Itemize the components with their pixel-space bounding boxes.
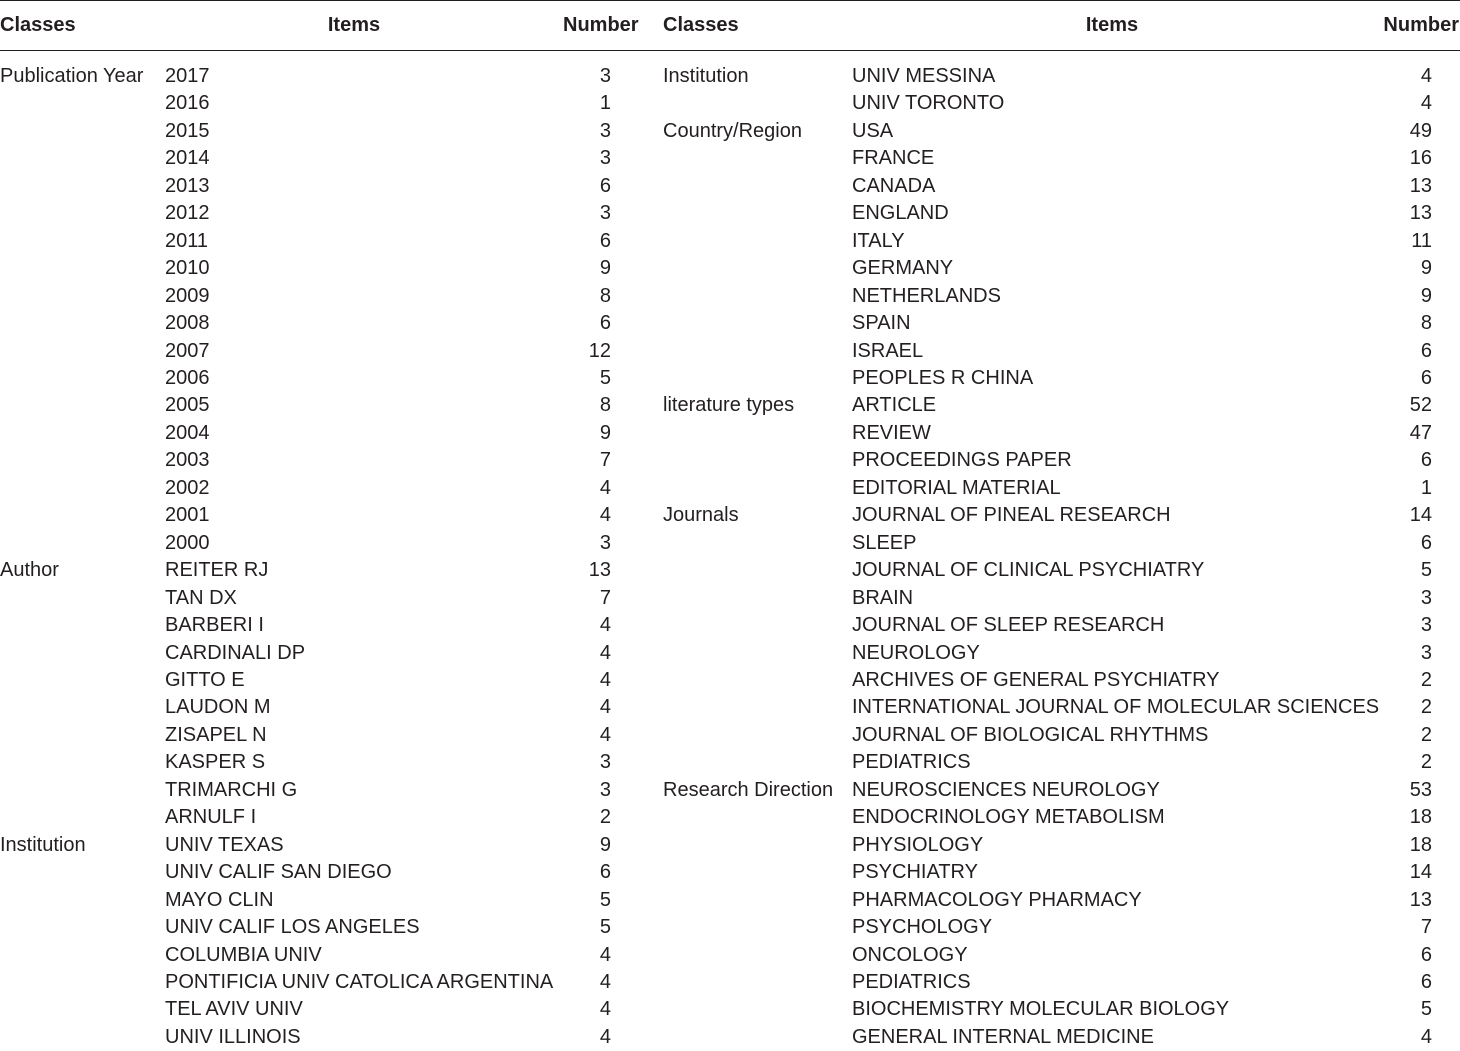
right-item-cell: REVIEW (852, 420, 1372, 447)
left-item-cell: COLUMBIA UNIV (165, 942, 543, 969)
right-item-cell: ARTICLE (852, 392, 1372, 419)
right-item-cell: ENDOCRINOLOGY METABOLISM (852, 804, 1372, 831)
right-class-cell (663, 667, 852, 694)
left-class-cell (0, 694, 165, 721)
table-row (0, 667, 1460, 694)
left-item-cell: TEL AVIV UNIV (165, 996, 543, 1023)
right-class-cell (663, 475, 852, 502)
right-item-cell: ENGLAND (852, 200, 1372, 227)
right-item-cell: JOURNAL OF PINEAL RESEARCH (852, 502, 1372, 529)
left-number-cell: 3 (543, 530, 663, 557)
left-class-cell (0, 942, 165, 969)
right-class-cell (663, 749, 852, 776)
right-number-cell: 13 (1372, 173, 1460, 200)
left-number-cell: 1 (543, 90, 663, 117)
right-number-cell: 2 (1372, 667, 1460, 694)
right-number-cell: 4 (1372, 90, 1460, 117)
header-items-right: Items (852, 1, 1372, 51)
left-item-cell: 2012 (165, 200, 543, 227)
right-class-cell (663, 530, 852, 557)
left-class-cell: Author (0, 557, 165, 584)
right-number-cell: 5 (1372, 996, 1460, 1023)
left-number-cell: 6 (543, 310, 663, 337)
left-class-cell (0, 338, 165, 365)
table-row (0, 502, 1460, 529)
left-item-cell: 2014 (165, 145, 543, 172)
table-row (0, 914, 1460, 941)
left-item-cell: LAUDON M (165, 694, 543, 721)
left-item-cell: UNIV ILLINOIS (165, 1024, 543, 1051)
left-class-cell (0, 228, 165, 255)
left-number-cell: 8 (543, 392, 663, 419)
right-item-cell: NETHERLANDS (852, 283, 1372, 310)
right-class-cell (663, 996, 852, 1023)
right-number-cell: 5 (1372, 557, 1460, 584)
header-number-left: Number (543, 1, 663, 51)
right-class-cell (663, 585, 852, 612)
right-item-cell: UNIV MESSINA (852, 51, 1372, 91)
left-item-cell: 2002 (165, 475, 543, 502)
left-number-cell: 5 (543, 365, 663, 392)
right-item-cell: ISRAEL (852, 338, 1372, 365)
right-item-cell: PSYCHOLOGY (852, 914, 1372, 941)
right-number-cell: 18 (1372, 804, 1460, 831)
right-item-cell: GERMANY (852, 255, 1372, 282)
left-class-cell (0, 749, 165, 776)
right-number-cell: 6 (1372, 969, 1460, 996)
left-number-cell: 4 (543, 475, 663, 502)
right-class-cell (663, 173, 852, 200)
right-number-cell: 14 (1372, 859, 1460, 886)
right-class-cell (663, 338, 852, 365)
left-class-cell (0, 475, 165, 502)
left-item-cell: 2001 (165, 502, 543, 529)
right-number-cell: 2 (1372, 694, 1460, 721)
table-row (0, 51, 1460, 91)
right-item-cell: UNIV TORONTO (852, 90, 1372, 117)
right-item-cell: PHYSIOLOGY (852, 832, 1372, 859)
left-number-cell: 4 (543, 694, 663, 721)
right-class-cell (663, 1024, 852, 1051)
left-class-cell (0, 200, 165, 227)
right-number-cell: 16 (1372, 145, 1460, 172)
table-row (0, 749, 1460, 776)
right-item-cell: USA (852, 118, 1372, 145)
right-number-cell: 4 (1372, 51, 1460, 91)
header-classes-right: Classes (663, 1, 852, 51)
right-number-cell: 6 (1372, 338, 1460, 365)
table-row (0, 338, 1460, 365)
right-item-cell: PROCEEDINGS PAPER (852, 447, 1372, 474)
left-number-cell: 3 (543, 118, 663, 145)
right-class-cell (663, 722, 852, 749)
right-item-cell: SLEEP (852, 530, 1372, 557)
right-item-cell: FRANCE (852, 145, 1372, 172)
header-items-left: Items (165, 1, 543, 51)
right-class-cell (663, 420, 852, 447)
left-item-cell: 2004 (165, 420, 543, 447)
left-number-cell: 6 (543, 859, 663, 886)
right-number-cell: 18 (1372, 832, 1460, 859)
right-number-cell: 3 (1372, 585, 1460, 612)
left-item-cell: UNIV TEXAS (165, 832, 543, 859)
right-number-cell: 13 (1372, 887, 1460, 914)
right-number-cell: 47 (1372, 420, 1460, 447)
left-item-cell: 2017 (165, 51, 543, 91)
right-number-cell: 1 (1372, 475, 1460, 502)
table-row (0, 283, 1460, 310)
table-row (0, 722, 1460, 749)
left-number-cell: 13 (543, 557, 663, 584)
table-row (0, 392, 1460, 419)
left-item-cell: 2010 (165, 255, 543, 282)
left-item-cell: 2005 (165, 392, 543, 419)
left-number-cell: 6 (543, 228, 663, 255)
right-class-cell (663, 612, 852, 639)
right-number-cell: 2 (1372, 749, 1460, 776)
right-number-cell: 13 (1372, 200, 1460, 227)
right-number-cell: 3 (1372, 640, 1460, 667)
right-class-cell (663, 283, 852, 310)
right-class-cell (663, 557, 852, 584)
right-class-cell (663, 145, 852, 172)
right-item-cell: JOURNAL OF BIOLOGICAL RHYTHMS (852, 722, 1372, 749)
right-class-cell: Institution (663, 51, 852, 91)
right-item-cell: SPAIN (852, 310, 1372, 337)
left-number-cell: 4 (543, 612, 663, 639)
left-number-cell: 4 (543, 1024, 663, 1051)
left-item-cell: 2016 (165, 90, 543, 117)
table-row (0, 859, 1460, 886)
left-item-cell: PONTIFICIA UNIV CATOLICA ARGENTINA (165, 969, 543, 996)
right-class-cell (663, 310, 852, 337)
left-number-cell: 9 (543, 832, 663, 859)
left-number-cell: 4 (543, 942, 663, 969)
left-number-cell: 3 (543, 777, 663, 804)
left-item-cell: 2015 (165, 118, 543, 145)
left-class-cell: Publication Year (0, 51, 165, 91)
right-item-cell: GENERAL INTERNAL MEDICINE (852, 1024, 1372, 1051)
right-number-cell: 14 (1372, 502, 1460, 529)
right-class-cell (663, 804, 852, 831)
right-class-cell (663, 887, 852, 914)
left-class-cell (0, 502, 165, 529)
table-row (0, 420, 1460, 447)
left-item-cell: TRIMARCHI G (165, 777, 543, 804)
left-class-cell (0, 173, 165, 200)
table-row (0, 90, 1460, 117)
right-class-cell (663, 859, 852, 886)
left-item-cell: KASPER S (165, 749, 543, 776)
left-number-cell: 9 (543, 420, 663, 447)
table-body (0, 51, 1460, 1051)
left-item-cell: 2007 (165, 338, 543, 365)
left-class-cell (0, 859, 165, 886)
left-class-cell (0, 283, 165, 310)
right-class-cell: Research Direction (663, 777, 852, 804)
right-number-cell: 6 (1372, 530, 1460, 557)
left-number-cell: 3 (543, 145, 663, 172)
table-row (0, 475, 1460, 502)
left-number-cell: 7 (543, 585, 663, 612)
left-class-cell (0, 722, 165, 749)
left-class-cell (0, 667, 165, 694)
left-item-cell: UNIV CALIF LOS ANGELES (165, 914, 543, 941)
left-item-cell: 2006 (165, 365, 543, 392)
right-class-cell (663, 255, 852, 282)
right-number-cell: 9 (1372, 255, 1460, 282)
right-item-cell: NEUROLOGY (852, 640, 1372, 667)
left-class-cell (0, 914, 165, 941)
right-number-cell: 6 (1372, 447, 1460, 474)
left-number-cell: 4 (543, 502, 663, 529)
right-class-cell: Journals (663, 502, 852, 529)
right-number-cell: 52 (1372, 392, 1460, 419)
table-row (0, 557, 1460, 584)
left-class-cell (0, 420, 165, 447)
left-class-cell (0, 777, 165, 804)
table-row (0, 942, 1460, 969)
right-class-cell (663, 640, 852, 667)
table-row (0, 969, 1460, 996)
left-number-cell: 3 (543, 51, 663, 91)
left-number-cell: 2 (543, 804, 663, 831)
left-class-cell (0, 310, 165, 337)
left-item-cell: 2003 (165, 447, 543, 474)
left-item-cell: GITTO E (165, 667, 543, 694)
left-number-cell: 4 (543, 969, 663, 996)
right-item-cell: BIOCHEMISTRY MOLECULAR BIOLOGY (852, 996, 1372, 1023)
left-class-cell (0, 969, 165, 996)
right-item-cell: PEDIATRICS (852, 749, 1372, 776)
right-class-cell (663, 200, 852, 227)
right-class-cell (663, 447, 852, 474)
left-number-cell: 5 (543, 914, 663, 941)
left-class-cell (0, 996, 165, 1023)
table-row (0, 1024, 1460, 1051)
table-row (0, 887, 1460, 914)
left-number-cell: 3 (543, 749, 663, 776)
right-number-cell: 3 (1372, 612, 1460, 639)
right-number-cell: 9 (1372, 283, 1460, 310)
header-row (0, 1, 1460, 51)
left-class-cell (0, 887, 165, 914)
table-row (0, 585, 1460, 612)
left-class-cell (0, 447, 165, 474)
left-item-cell: REITER RJ (165, 557, 543, 584)
left-number-cell: 4 (543, 667, 663, 694)
left-number-cell: 5 (543, 887, 663, 914)
right-class-cell (663, 228, 852, 255)
left-class-cell (0, 145, 165, 172)
table-row (0, 694, 1460, 721)
left-item-cell: ARNULF I (165, 804, 543, 831)
left-item-cell: 2008 (165, 310, 543, 337)
table-row (0, 145, 1460, 172)
right-item-cell: PSYCHIATRY (852, 859, 1372, 886)
table-row (0, 530, 1460, 557)
left-item-cell: CARDINALI DP (165, 640, 543, 667)
right-item-cell: INTERNATIONAL JOURNAL OF MOLECULAR SCIENCES (852, 694, 1372, 721)
table-row (0, 804, 1460, 831)
left-item-cell: MAYO CLIN (165, 887, 543, 914)
right-item-cell: EDITORIAL MATERIAL (852, 475, 1372, 502)
right-item-cell: CANADA (852, 173, 1372, 200)
right-class-cell (663, 969, 852, 996)
right-item-cell: PEOPLES R CHINA (852, 365, 1372, 392)
right-class-cell: Country/Region (663, 118, 852, 145)
table-row (0, 173, 1460, 200)
table-row (0, 612, 1460, 639)
table-row (0, 228, 1460, 255)
right-class-cell (663, 90, 852, 117)
left-class-cell (0, 612, 165, 639)
right-number-cell: 2 (1372, 722, 1460, 749)
right-item-cell: BRAIN (852, 585, 1372, 612)
right-class-cell (663, 914, 852, 941)
left-class-cell (0, 392, 165, 419)
right-number-cell: 6 (1372, 365, 1460, 392)
left-item-cell: ZISAPEL N (165, 722, 543, 749)
left-number-cell: 4 (543, 640, 663, 667)
table-row (0, 777, 1460, 804)
right-number-cell: 7 (1372, 914, 1460, 941)
left-number-cell: 9 (543, 255, 663, 282)
left-number-cell: 6 (543, 173, 663, 200)
table-row (0, 447, 1460, 474)
left-item-cell: TAN DX (165, 585, 543, 612)
left-item-cell: 2009 (165, 283, 543, 310)
right-number-cell: 6 (1372, 942, 1460, 969)
right-item-cell: NEUROSCIENCES NEUROLOGY (852, 777, 1372, 804)
table-row (0, 118, 1460, 145)
right-number-cell: 8 (1372, 310, 1460, 337)
left-item-cell: 2000 (165, 530, 543, 557)
right-number-cell: 53 (1372, 777, 1460, 804)
left-class-cell (0, 255, 165, 282)
left-item-cell: 2013 (165, 173, 543, 200)
left-class-cell (0, 118, 165, 145)
right-item-cell: PEDIATRICS (852, 969, 1372, 996)
left-class-cell (0, 640, 165, 667)
left-item-cell: UNIV CALIF SAN DIEGO (165, 859, 543, 886)
header-number-right: Number (1372, 1, 1460, 51)
left-class-cell (0, 1024, 165, 1051)
right-item-cell: PHARMACOLOGY PHARMACY (852, 887, 1372, 914)
right-item-cell: ITALY (852, 228, 1372, 255)
right-number-cell: 4 (1372, 1024, 1460, 1051)
left-class-cell (0, 90, 165, 117)
table-row (0, 640, 1460, 667)
left-item-cell: BARBERI I (165, 612, 543, 639)
left-class-cell: Institution (0, 832, 165, 859)
table-row (0, 996, 1460, 1023)
table-row (0, 255, 1460, 282)
table-row (0, 310, 1460, 337)
table-header (0, 1, 1460, 51)
right-item-cell: JOURNAL OF SLEEP RESEARCH (852, 612, 1372, 639)
table-row (0, 365, 1460, 392)
right-class-cell (663, 694, 852, 721)
left-class-cell (0, 585, 165, 612)
left-number-cell: 12 (543, 338, 663, 365)
left-number-cell: 8 (543, 283, 663, 310)
right-item-cell: ARCHIVES OF GENERAL PSYCHIATRY (852, 667, 1372, 694)
left-class-cell (0, 804, 165, 831)
right-class-cell (663, 942, 852, 969)
left-number-cell: 3 (543, 200, 663, 227)
left-number-cell: 4 (543, 996, 663, 1023)
left-number-cell: 4 (543, 722, 663, 749)
right-number-cell: 49 (1372, 118, 1460, 145)
table-row (0, 200, 1460, 227)
right-item-cell: ONCOLOGY (852, 942, 1372, 969)
header-classes-left: Classes (0, 1, 165, 51)
left-item-cell: 2011 (165, 228, 543, 255)
right-class-cell: literature types (663, 392, 852, 419)
left-number-cell: 7 (543, 447, 663, 474)
right-class-cell (663, 832, 852, 859)
right-item-cell: JOURNAL OF CLINICAL PSYCHIATRY (852, 557, 1372, 584)
right-class-cell (663, 365, 852, 392)
right-number-cell: 11 (1372, 228, 1460, 255)
left-class-cell (0, 530, 165, 557)
table-row (0, 832, 1460, 859)
left-class-cell (0, 365, 165, 392)
